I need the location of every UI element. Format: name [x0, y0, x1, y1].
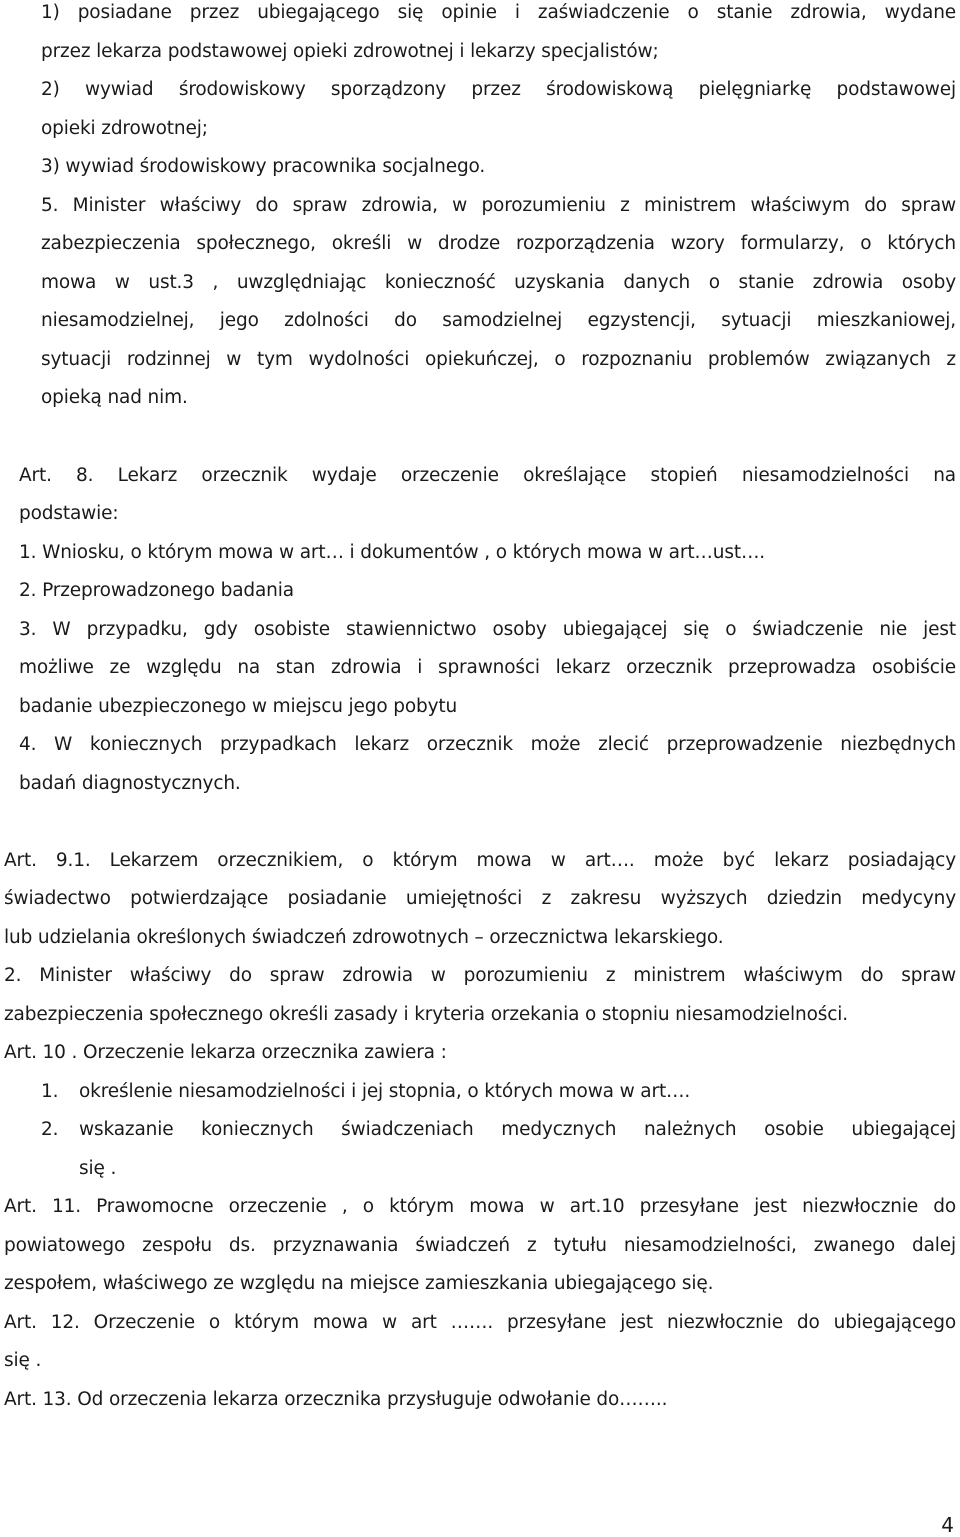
text-line: mowa w ust.3 , uwzględniając konieczność uzyskania danych o stanie zdrowia osoby — [41, 272, 956, 293]
text-line: 2. Przeprowadzonego badania — [19, 580, 294, 601]
text-line: powiatowego zespołu ds. przyznawania świadczeń z tytułu niesamodzielności, zwanego dalej — [4, 1235, 956, 1256]
text-line: podstawie: — [19, 503, 119, 524]
text-line: przez lekarza podstawowej opieki zdrowotnej i lekarzy specjalistów; — [41, 41, 659, 62]
text-line: 4. W koniecznych przypadkach lekarz orzecznik może zlecić przeprowadzenie niezbędnych — [19, 734, 956, 755]
text-line: określenie niesamodzielności i jej stopnia, o których mowa w art…. — [79, 1081, 691, 1102]
text-line: opieką nad nim. — [41, 387, 188, 408]
page-number: 4 — [941, 1513, 954, 1537]
text-line: możliwe ze względu na stan zdrowia i sprawności lekarz orzecznik przeprowadza osobiście — [19, 657, 956, 678]
text-line: 1) posiadane przez ubiegającego się opinie i zaświadczenie o stanie zdrowia, wydane — [41, 2, 956, 23]
text-line: się . — [79, 1158, 117, 1179]
text-line: badań diagnostycznych. — [19, 773, 241, 794]
text-line: 2) wywiad środowiskowy sporządzony przez środowiskową pielęgniarkę podstawowej — [41, 79, 956, 100]
text-line: niesamodzielnej, jego zdolności do samodzielnej egzystencji, sytuacji mieszkaniowej, — [41, 310, 956, 331]
text-line: Art. 11. Prawomocne orzeczenie , o którym mowa w art.10 przesyłane jest niezwłocznie do — [4, 1196, 956, 1217]
text-line: 3) wywiad środowiskowy pracownika socjalnego. — [41, 156, 486, 177]
text-line: 1. Wniosku, o którym mowa w art… i dokumentów , o których mowa w art…ust…. — [19, 542, 766, 563]
text-line: świadectwo potwierdzające posiadanie umiejętności z zakresu wyższych dziedzin medycyny — [4, 888, 956, 909]
text-line: Art. 10 . Orzeczenie lekarza orzecznika zawiera : — [4, 1042, 447, 1063]
text-line: 2. Minister właściwy do spraw zdrowia w porozumieniu z ministrem właściwym do spraw — [4, 965, 956, 986]
list-number: 1. — [41, 1081, 59, 1102]
text-line: wskazanie koniecznych świadczeniach medycznych należnych osobie ubiegającej — [79, 1119, 956, 1140]
text-line: sytuacji rodzinnej w tym wydolności opiekuńczej, o rozpoznaniu problemów związanych z — [41, 349, 956, 370]
text-line: badanie ubezpieczonego w miejscu jego pobytu — [19, 696, 458, 717]
text-line: Art. 8. Lekarz orzecznik wydaje orzeczenie określające stopień niesamodzielności na — [19, 465, 956, 486]
list-number: 2. — [41, 1119, 59, 1140]
text-line: 5. Minister właściwy do spraw zdrowia, w porozumieniu z ministrem właściwym do spraw — [41, 195, 956, 216]
text-line: Art. 9.1. Lekarzem orzecznikiem, o którym mowa w art…. może być lekarz posiadający — [4, 850, 956, 871]
text-line: zespołem, właściwego ze względu na miejsce zamieszkania ubiegającego się. — [4, 1273, 714, 1294]
text-line: lub udzielania określonych świadczeń zdrowotnych – orzecznictwa lekarskiego. — [4, 927, 724, 948]
text-line: 3. W przypadku, gdy osobiste stawiennictwo osoby ubiegającej się o świadczenie nie jest — [19, 619, 956, 640]
text-line: zabezpieczenia społecznego określi zasady i kryteria orzekania o stopniu niesamodzielności. — [4, 1004, 849, 1025]
text-line: Art. 13. Od orzeczenia lekarza orzecznika przysługuje odwołanie do…….. — [4, 1389, 668, 1410]
text-line: zabezpieczenia społecznego, określi w drodze rozporządzenia wzory formularzy, o których — [41, 233, 956, 254]
text-line: opieki zdrowotnej; — [41, 118, 208, 139]
text-line: Art. 12. Orzeczenie o którym mowa w art ……. przesyłane jest niezwłocznie do ubiegającego — [4, 1312, 956, 1333]
text-line: się . — [4, 1350, 42, 1371]
